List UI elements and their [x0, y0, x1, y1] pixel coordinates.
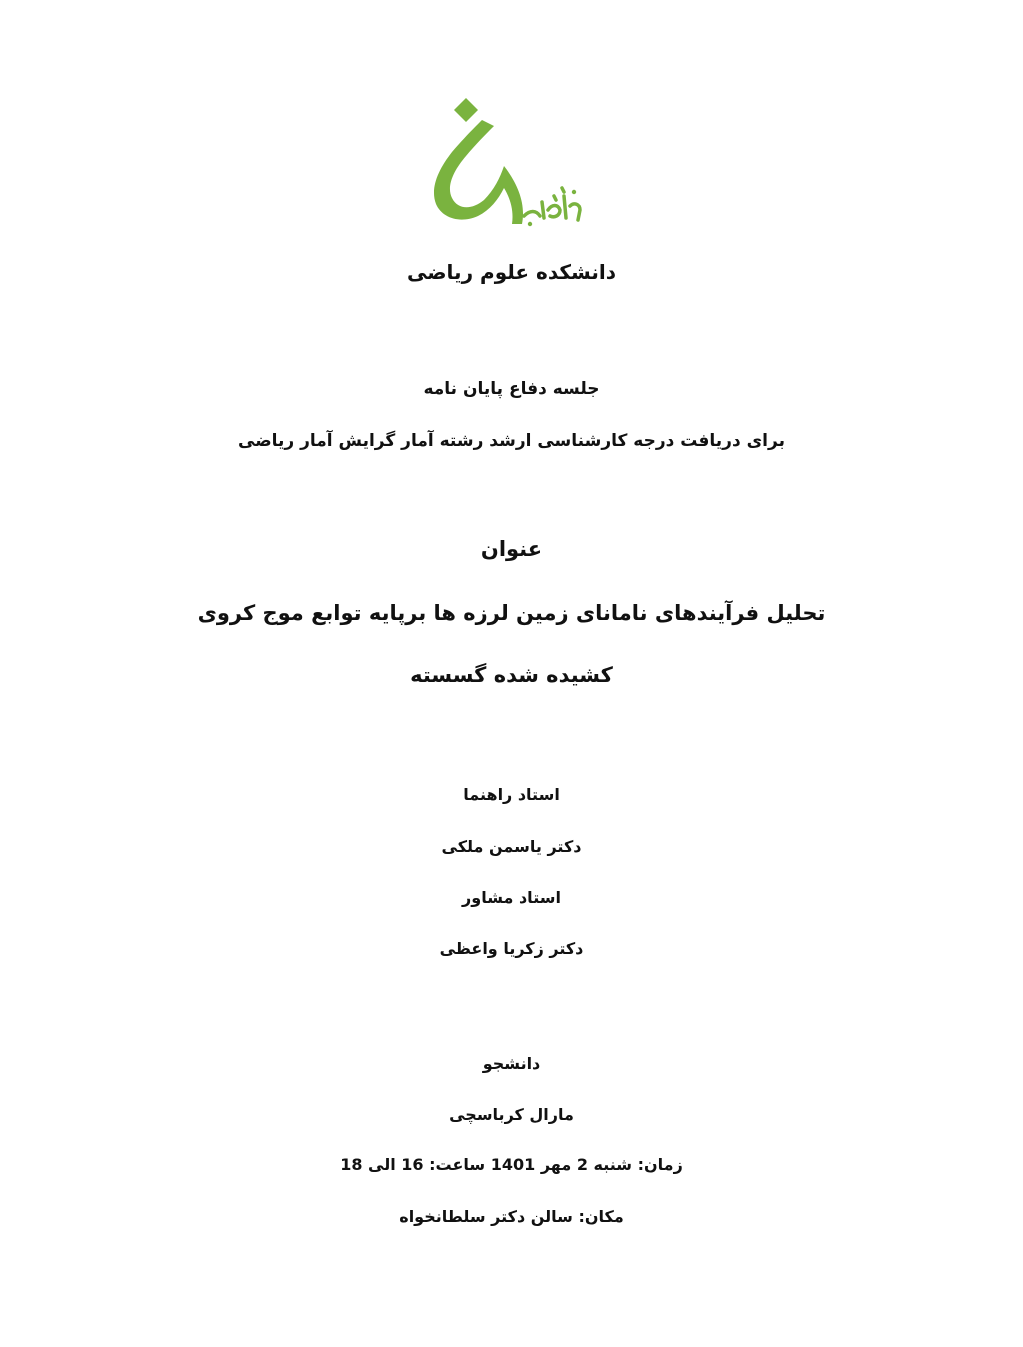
title-heading: عنوان	[480, 537, 543, 561]
university-logo-icon	[426, 92, 586, 240]
defense-session-heading: جلسه دفاع پایان نامه	[423, 379, 600, 399]
advisor-label: استاد مشاور	[462, 888, 561, 907]
thesis-title-line-1: تحلیل فرآیندهای نامانای زمین لرزه ها برپایه توابع موج کروی	[197, 601, 826, 625]
defense-time: زمان: شنبه 2 مهر 1401 ساعت: 16 الی 18	[340, 1155, 683, 1174]
defense-place: مکان: سالن دکتر سلطانخواه	[399, 1207, 624, 1226]
thesis-title-line-2: کشیده شده گسسته	[410, 663, 613, 687]
supervisor-name: دکتر یاسمن ملکی	[441, 837, 582, 856]
student-label: دانشجو	[482, 1054, 541, 1073]
supervisor-label: استاد راهنما	[463, 785, 560, 804]
faculty-name: دانشکده علوم ریاضی	[406, 260, 616, 284]
student-name: مارال کرباسچی	[449, 1105, 574, 1124]
degree-description: برای دریافت درجه کارشناسی ارشد رشته آمار گرایش آمار ریاضی	[238, 431, 785, 451]
advisor-name: دکتر زکریا واعظی	[439, 939, 584, 958]
